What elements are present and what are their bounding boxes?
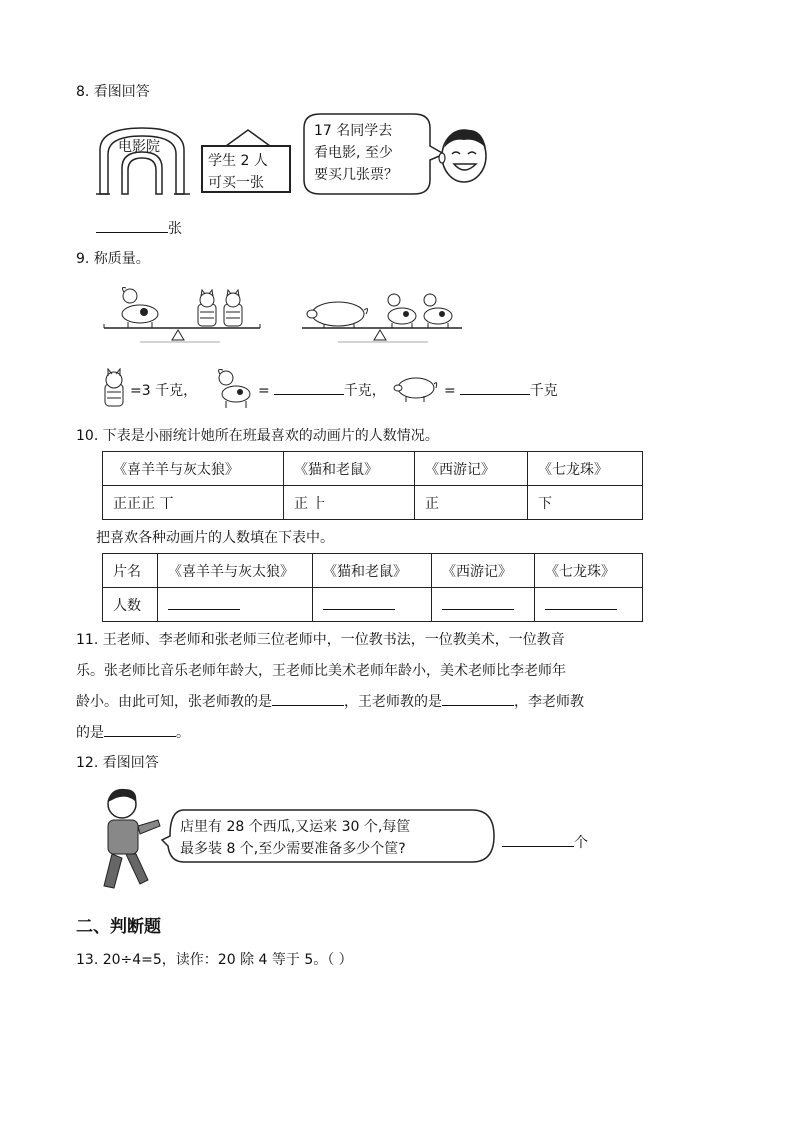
table-cell: 下 <box>528 486 643 520</box>
balance-scale-2 <box>298 284 468 348</box>
dog-icon <box>388 294 416 328</box>
table-row <box>103 452 643 486</box>
q11-text: ，李老师教 <box>514 694 584 710</box>
dog-unit: 千克， <box>343 383 386 399</box>
sign-line-1: 学生 2 人 <box>208 153 268 169</box>
boy-face-icon <box>436 124 492 186</box>
q8-unit: 张 <box>168 221 182 237</box>
section-title: 二、判断题 <box>76 917 161 937</box>
cat-equation: =3 千克， <box>130 383 198 399</box>
table-row <box>103 486 643 520</box>
table-cell: 《喜羊羊与灰太狼》 <box>103 452 284 486</box>
wang-subject-blank[interactable] <box>442 691 514 706</box>
table-cell: 《七龙珠》 <box>528 452 643 486</box>
cinema-label: 电影院 <box>118 139 160 155</box>
table-cell: 《七龙珠》 <box>535 554 643 588</box>
count-blank[interactable] <box>545 595 617 610</box>
table-cell <box>535 588 643 622</box>
q12-answer <box>502 832 588 852</box>
count-blank[interactable] <box>442 595 514 610</box>
q11-line-3 <box>76 687 656 718</box>
pig-icon <box>392 372 438 404</box>
balance-scale-1 <box>100 284 270 348</box>
q11-line-4 <box>76 718 656 749</box>
pig-weight-blank[interactable] <box>460 380 530 395</box>
q11-paragraph <box>76 625 656 749</box>
dog-weight-blank[interactable] <box>274 380 344 395</box>
q11-text: 龄小。由此可知，张老师教的是 <box>76 694 272 710</box>
table-cell: 人数 <box>103 588 158 622</box>
table-row <box>103 554 643 588</box>
cat-icon <box>198 290 216 326</box>
count-blank[interactable] <box>168 595 240 610</box>
table-cell <box>313 588 432 622</box>
pig-equals: = <box>444 383 456 399</box>
dog-icon <box>424 294 452 328</box>
li-subject-blank[interactable] <box>104 722 176 737</box>
table-cell <box>432 588 535 622</box>
boy-pointing-icon <box>96 786 166 892</box>
q11-line-1: 11. 王老师、李老师和张老师三位老师中，一位教书法，一位教美术，一位教音 <box>76 632 565 648</box>
q11-text: 的是 <box>76 725 104 741</box>
dog-equals: = <box>258 383 270 399</box>
table-cell: 《猫和老鼠》 <box>313 554 432 588</box>
zhang-subject-blank[interactable] <box>272 691 344 706</box>
q12-answer-blank[interactable] <box>502 832 574 847</box>
count-blank[interactable] <box>323 595 395 610</box>
table-cell <box>158 588 313 622</box>
count-table <box>102 553 643 622</box>
cat-icon <box>224 290 242 326</box>
sign-line-2: 可买一张 <box>208 175 264 191</box>
dog-equation <box>258 380 386 400</box>
cat-icon <box>100 368 128 410</box>
q12-title: 12. 看图回答 <box>76 755 159 771</box>
q8-answer <box>96 218 182 238</box>
dog-icon <box>122 288 158 329</box>
table-cell: 《西游记》 <box>432 554 535 588</box>
cinema-illustration <box>96 120 196 200</box>
q12-bubble-line-1: 店里有 28 个西瓜,又运来 30 个,每筐 <box>180 819 411 835</box>
q10-instruction: 把喜欢各种动画片的人数填在下表中。 <box>96 530 334 546</box>
q11-line-2: 乐。张老师比音乐老师年龄大，王老师比美术老师年龄小，美术老师比李老师年 <box>76 663 566 679</box>
bubble-line-3: 要买几张票？ <box>314 167 398 183</box>
q12-unit: 个 <box>574 835 588 851</box>
table-cell: 《西游记》 <box>415 452 528 486</box>
tally-table <box>102 451 643 520</box>
q9-title: 9. 称质量。 <box>76 251 150 267</box>
table-cell: 正 <box>415 486 528 520</box>
q11-text: ，王老师教的是 <box>344 694 442 710</box>
table-cell: 片名 <box>103 554 158 588</box>
q10-title: 10. 下表是小丽统计她所在班最喜欢的动画片的人数情况。 <box>76 428 439 444</box>
table-row <box>103 588 643 622</box>
q11-text: 。 <box>176 725 190 741</box>
table-cell: 正 ⺊ <box>284 486 415 520</box>
table-cell: 正正正 丅 <box>103 486 284 520</box>
q12-bubble-line-2: 最多装 8 个,至少需要准备多少个筐? <box>180 841 406 857</box>
q13-text: 13. 20÷4=5，读作：20 除 4 等于 5。（ ） <box>76 952 353 968</box>
bubble-line-2: 看电影, 至少 <box>314 145 393 161</box>
pig-equation <box>444 380 558 400</box>
table-cell: 《猫和老鼠》 <box>284 452 415 486</box>
pig-icon <box>307 302 368 328</box>
pig-unit: 千克 <box>529 383 558 399</box>
bubble-line-1: 17 名同学去 <box>314 123 393 139</box>
table-cell: 《喜羊羊与灰太狼》 <box>158 554 313 588</box>
q8-answer-blank[interactable] <box>96 218 168 233</box>
dog-icon <box>214 368 254 410</box>
q8-title: 8. 看图回答 <box>76 84 150 100</box>
